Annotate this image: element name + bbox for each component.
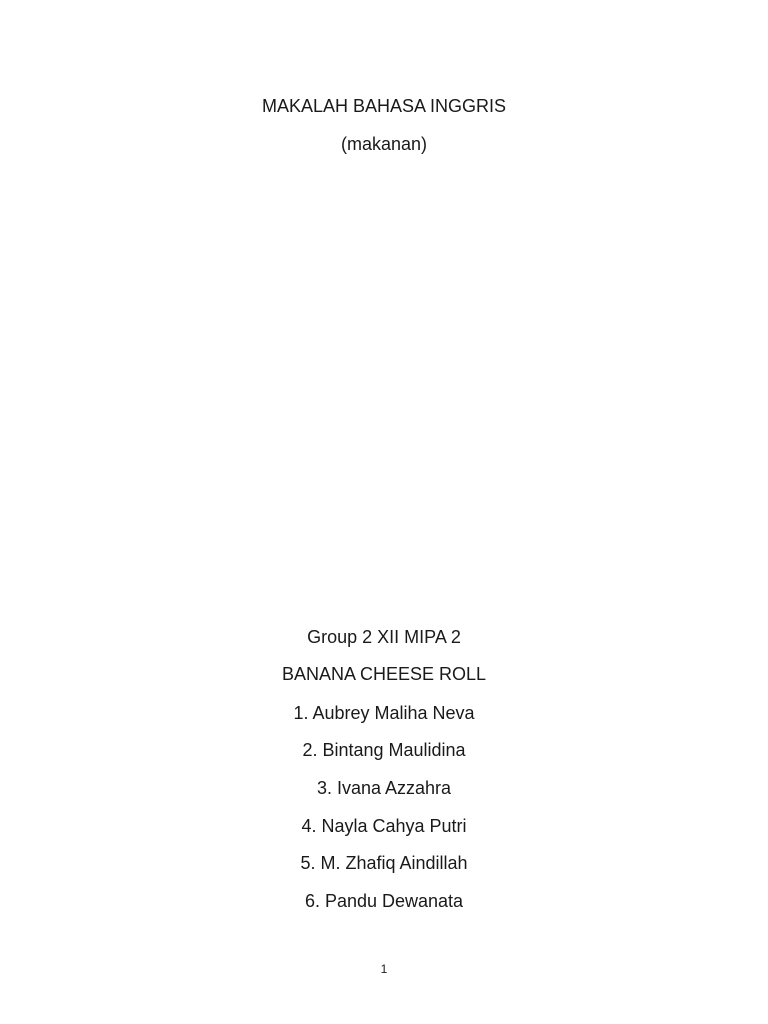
member-item: 3. Ivana Azzahra	[316, 778, 452, 798]
member-item: 4. Nayla Cahya Putri	[301, 816, 467, 836]
document-subtitle: (makanan)	[340, 134, 428, 154]
member-item: 5. M. Zhafiq Aindillah	[300, 853, 468, 873]
product-name: BANANA CHEESE ROLL	[281, 664, 487, 684]
document-title: MAKALAH BAHASA INGGRIS	[261, 96, 507, 116]
member-item: 2. Bintang Maulidina	[302, 740, 466, 760]
member-item: 1. Aubrey Maliha Neva	[293, 703, 475, 723]
group-label: Group 2 XII MIPA 2	[307, 627, 461, 647]
page-number: 1	[380, 962, 388, 976]
member-item: 6. Pandu Dewanata	[304, 891, 464, 911]
